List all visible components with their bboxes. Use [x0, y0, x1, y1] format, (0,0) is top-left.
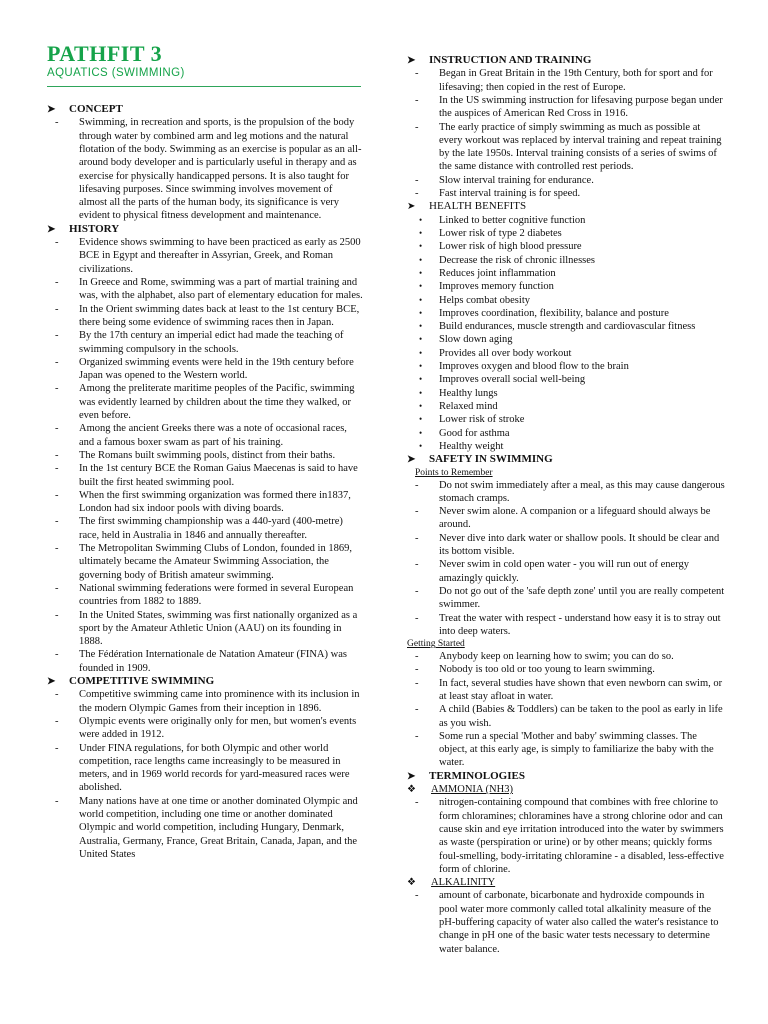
dash-marker: -: [55, 516, 59, 528]
dash-marker: -: [55, 237, 59, 249]
list-item-text: When the first swimming organization was formed there in1837, London had six indoor pools with diving boards.: [79, 489, 351, 515]
arrowhead-icon: ➤: [407, 454, 416, 466]
list-item: [47, 688, 363, 715]
history-list: [47, 236, 363, 675]
dash-marker: -: [55, 449, 59, 461]
section-heading-safety: ➤ SAFETY IN SWIMMING: [407, 453, 553, 466]
list-item: [407, 94, 725, 121]
list-item: [407, 703, 725, 730]
list-item-text: Slow down aging: [439, 334, 513, 346]
bullet-icon: •: [419, 347, 423, 358]
list-item: [407, 294, 725, 307]
bullet-icon: •: [419, 214, 423, 225]
list-item-text: Among the preliterate maritime peoples of the Pacific, swimming was evidently learned by children about the time they walked, or even before.: [79, 383, 355, 422]
bullet-icon: •: [419, 281, 423, 292]
bullet-icon: •: [419, 307, 423, 318]
bullet-icon: •: [419, 321, 423, 332]
dash-marker: -: [55, 795, 59, 807]
term-definition-list: [407, 889, 725, 955]
list-item: [407, 227, 725, 240]
list-item: [407, 479, 725, 506]
list-item: [407, 889, 725, 955]
list-item-text: In Greece and Rome, swimming was a part of martial training and was, with the alphabet, also part of elementary education for males.: [79, 277, 363, 302]
list-item: [47, 462, 363, 489]
bullet-icon: •: [419, 440, 423, 451]
list-item-text: Improves oxygen and blood flow to the brain: [439, 361, 629, 373]
bullet-icon: •: [419, 400, 423, 411]
dash-marker: -: [55, 423, 59, 435]
list-item: [407, 730, 725, 770]
list-item-text: Good for asthma: [439, 427, 510, 439]
list-item: [47, 356, 363, 383]
list-item-text: Swimming, in recreation and sports, is the propulsion of the body through water by combined arm and leg motions and the natural flotation of the body. Swimming as an exercise is popular as an all-around body developer and is particularly useful in therapy and as exercise for physically handicapped persons. It is also taught for lifesaving purposes. Since swimming involves movement of almost all the parts of the human body, its significance is very evident to physical fitness development and maintenance.: [79, 117, 362, 222]
bullet-icon: •: [419, 374, 423, 385]
list-item-text: Olympic events were originally only for men, but women's events were added in 1912.: [79, 715, 357, 741]
list-item: [47, 382, 363, 422]
list-item: [47, 276, 363, 303]
list-item: [407, 267, 725, 280]
list-item-text: Improves overall social well-being: [439, 374, 586, 386]
list-item: [407, 307, 725, 320]
list-item-text: Among the ancient Greeks there was a note of occasional races, and a famous boxer swam as part of his training.: [79, 423, 347, 448]
list-item: [47, 303, 363, 330]
getting-started-list: [407, 650, 725, 770]
dash-marker: -: [415, 585, 419, 597]
list-item-text: The Fédération Internationale de Natation Amateur (FINA) was founded in 1909.: [79, 649, 347, 674]
list-item-text: Anybody keep on learning how to swim; you can do so.: [439, 651, 674, 663]
list-item-text: Nobody is too old or too young to learn swimming.: [439, 664, 655, 676]
dash-marker: -: [55, 609, 59, 621]
list-item: [407, 360, 725, 373]
list-item: [407, 413, 725, 426]
dash-marker: -: [55, 277, 59, 289]
arrowhead-icon: ➤: [47, 675, 56, 687]
list-item: [407, 440, 725, 453]
dash-marker: -: [55, 649, 59, 661]
dash-marker: -: [55, 117, 59, 129]
list-item-text: Reduces joint inflammation: [439, 267, 556, 279]
bullet-icon: •: [419, 427, 423, 438]
bullet-icon: •: [419, 254, 423, 265]
dash-marker: -: [415, 188, 419, 200]
page-title: PATHFIT 3: [47, 41, 163, 66]
section-heading-history: ➤ HISTORY: [47, 222, 120, 235]
title-divider: [47, 86, 361, 87]
dash-marker: -: [415, 677, 419, 689]
list-item: [47, 329, 363, 356]
dash-marker: -: [415, 797, 419, 809]
list-item-text: The Metropolitan Swimming Clubs of London, founded in 1869, ultimately became the Amateur Swimming Association, the governing body of British amateur swimming.: [79, 543, 352, 581]
left-column: [47, 103, 363, 861]
dash-marker: -: [55, 330, 59, 342]
list-item-text: National swimming federations were formed in several European countries from 1882 to 1889.: [79, 582, 354, 608]
list-item-text: Organized swimming events were held in the 19th century before Japan was opened to the Western world.: [79, 356, 354, 382]
list-item-text: Helps combat obesity: [439, 294, 530, 306]
list-item-text: Lower risk of stroke: [439, 414, 525, 426]
bullet-icon: •: [419, 414, 423, 425]
dash-marker: -: [55, 303, 59, 315]
list-item-text: Healthy weight: [439, 440, 504, 452]
dash-marker: -: [415, 68, 419, 80]
term-label: ALKALINITY: [431, 877, 496, 889]
section-heading-terminologies: ➤ TERMINOLOGIES: [407, 769, 525, 782]
list-item: [407, 650, 725, 663]
bullet-icon: •: [419, 241, 423, 252]
list-item: [407, 174, 725, 187]
subheading-getting-started: Getting Started: [407, 639, 465, 650]
dash-marker: -: [415, 890, 419, 902]
list-item: [47, 515, 363, 542]
list-item-text: In the US swimming instruction for lifesaving purpose began under the auspices of American Red Cross in 1916.: [439, 95, 723, 120]
list-item: [47, 715, 363, 742]
dash-marker: -: [415, 174, 419, 186]
section-heading-instruction: ➤ INSTRUCTION AND TRAINING: [407, 54, 592, 66]
list-item: [407, 400, 725, 413]
list-item-text: Many nations have at one time or another dominated Olympic and world competition, including one time or another dominated Olympic and world competition, including Hungary, Denmark, Australia, Germany, France, Great Britain, Canada, Japan, and the United States: [79, 795, 358, 860]
list-item-text: In the Orient swimming dates back at least to the 1st century BCE, there being some evidence of swimming races then in Japan.: [79, 303, 360, 328]
bullet-icon: •: [419, 387, 423, 398]
list-item-text: Slow interval training for endurance.: [439, 174, 594, 186]
instruction-list: [407, 67, 725, 200]
dash-marker: -: [55, 689, 59, 701]
dash-marker: -: [55, 489, 59, 501]
list-item-text: The early practice of simply swimming as much as possible at every workout was replaced by interval training and repeat training by the late 1950s. Interval training consists of a series of swims of the same distance with controlled rest periods.: [439, 121, 722, 173]
list-item: [47, 116, 363, 222]
list-item-text: Improves coordination, flexibility, balance and posture: [439, 307, 669, 319]
list-item: [47, 542, 363, 582]
list-item-text: Lower risk of high blood pressure: [439, 241, 582, 253]
dash-marker: -: [415, 559, 419, 571]
section-heading-competitive: ➤ COMPETITIVE SWIMMING: [47, 674, 215, 687]
list-item: [407, 585, 725, 612]
subheading-points-to-remember: Points to Remember: [415, 467, 493, 478]
diamond-icon: ❖: [407, 784, 416, 796]
list-item-text: Build endurances, muscle strength and cardiovascular fitness: [439, 321, 696, 333]
list-item-text: Do not go out of the 'safe depth zone' until you are really competent swimmer.: [439, 585, 725, 611]
dash-marker: -: [55, 582, 59, 594]
list-item-text: Some run a special 'Mother and baby' swimming classes. The object, at this early age, is simply to familiarize the baby with the water.: [439, 730, 714, 769]
term-heading: [407, 783, 725, 796]
page-subtitle: AQUATICS (SWIMMING): [47, 67, 185, 79]
competitive-list: [47, 688, 363, 861]
safety-points-list: [407, 479, 725, 639]
dash-marker: -: [55, 463, 59, 475]
list-item: [407, 505, 725, 532]
list-item-text: A child (Babies & Toddlers) can be taken to the pool as early in life as you wish.: [439, 704, 723, 729]
list-item: [407, 373, 725, 386]
list-item: [407, 280, 725, 293]
list-item: [407, 121, 725, 174]
bullet-icon: •: [419, 267, 423, 278]
list-item: [407, 427, 725, 440]
list-item-text: Never dive into dark water or shallow pools. It should be clear and its bottom visible.: [439, 532, 720, 558]
list-item-text: Provides all over body workout: [439, 347, 572, 359]
list-item: [407, 612, 725, 639]
term-heading: [407, 876, 725, 889]
list-item-text: In the 1st century BCE the Roman Gaius Maecenas is said to have built the first heated swimming pool.: [79, 463, 358, 488]
arrowhead-icon: ➤: [407, 770, 416, 782]
list-item: [407, 240, 725, 253]
list-item: [407, 333, 725, 346]
list-item-text: Fast interval training is for speed.: [439, 188, 581, 200]
list-item: [407, 320, 725, 333]
diamond-icon: ❖: [407, 877, 416, 889]
health-list: [407, 214, 725, 453]
dash-marker: -: [55, 543, 59, 555]
list-item: [407, 387, 725, 400]
list-item-text: Began in Great Britain in the 19th Century, both for sport and for lifesaving; then copied in the rest of Europe.: [439, 68, 713, 93]
list-item-text: Decrease the risk of chronic illnesses: [439, 254, 595, 266]
list-item: [407, 187, 725, 200]
bullet-icon: •: [419, 334, 423, 345]
dash-marker: -: [415, 612, 419, 624]
list-item: [47, 742, 363, 795]
list-item-text: Treat the water with respect - understand how easy it is to stray out into deep waters.: [439, 612, 721, 637]
list-item: [407, 558, 725, 585]
list-item-text: nitrogen-containing compound that combines with free chlorine to form chloramines; chloramines have a strong chlorine odor and can cause skin and eye irritation introduced into the water by swimmers as waste (perspiration or urine) or by other means; quickly forms foul-smelling, body-irritating chloramine - a disabled, less-effective form of chlorine.: [439, 797, 724, 875]
list-item: [47, 609, 363, 649]
list-item-text: By the 17th century an imperial edict had made the teaching of swimming compulsory in the schools.: [79, 330, 344, 355]
dash-marker: -: [415, 479, 419, 491]
dash-marker: -: [415, 121, 419, 133]
list-item: [407, 347, 725, 360]
list-item: [47, 449, 363, 462]
list-item: [47, 236, 363, 276]
dash-marker: -: [415, 532, 419, 544]
dash-marker: -: [415, 704, 419, 716]
dash-marker: -: [55, 742, 59, 754]
list-item: [47, 648, 363, 675]
list-item-text: Improves memory function: [439, 281, 554, 293]
section-heading-health: ➤ HEALTH BENEFITS: [407, 200, 527, 213]
list-item: [407, 214, 725, 227]
list-item-text: Never swim in cold open water - you will run out of energy amazingly quickly.: [439, 559, 689, 584]
dash-marker: -: [55, 715, 59, 727]
list-item-text: Healthy lungs: [439, 387, 498, 399]
list-item: [47, 489, 363, 516]
term-definition-list: [407, 796, 725, 876]
dash-marker: -: [415, 664, 419, 676]
term-label: AMMONIA (NH3): [431, 784, 513, 796]
list-item-text: The first swimming championship was a 440-yard (400-metre) race, held in Australia in 1846 and annually thereafter.: [79, 516, 343, 541]
concept-list: [47, 116, 363, 222]
bullet-icon: •: [419, 294, 423, 305]
list-item-text: The Romans built swimming pools, distinct from their baths.: [79, 449, 336, 461]
list-item: [407, 67, 725, 94]
dash-marker: -: [55, 383, 59, 395]
list-item-text: amount of carbonate, bicarbonate and hydroxide compounds in pool water more commonly called total alkalinity measure of the pH-buffering capacity of water also called the water's resistance to change in pH one of the basic water tests necessary to determine water balance.: [439, 890, 719, 955]
list-item-text: Lower risk of type 2 diabetes: [439, 228, 562, 240]
list-item-text: Never swim alone. A companion or a lifeguard should always be around.: [439, 506, 711, 531]
arrowhead-icon: ➤: [407, 201, 416, 213]
list-item-text: Evidence shows swimming to have been practiced as early as 2500 BCE in Egypt and thereafter in Assyrian, Greek, and Roman civilizations.: [79, 237, 361, 275]
list-item-text: In fact, several studies have shown that even newborn can swim, or at least stay afloat in water.: [439, 677, 723, 702]
list-item-text: Linked to better cognitive function: [439, 214, 586, 226]
dash-marker: -: [415, 651, 419, 663]
list-item: [407, 796, 725, 876]
list-item: [47, 422, 363, 449]
list-item-text: Competitive swimming came into prominence with its inclusion in the modern Olympic Games from their inception in 1896.: [79, 689, 360, 714]
list-item: [47, 582, 363, 609]
dash-marker: -: [415, 95, 419, 106]
list-item-text: Relaxed mind: [439, 400, 498, 412]
list-item: [407, 254, 725, 267]
list-item: [407, 663, 725, 676]
arrowhead-icon: ➤: [407, 55, 416, 66]
arrowhead-icon: ➤: [47, 104, 56, 115]
dash-marker: -: [415, 730, 419, 742]
arrowhead-icon: ➤: [47, 223, 56, 235]
list-item: [47, 795, 363, 861]
dash-marker: -: [415, 506, 419, 518]
list-item: [407, 677, 725, 704]
dash-marker: -: [55, 356, 59, 368]
bullet-icon: •: [419, 361, 423, 372]
list-item-text: Under FINA regulations, for both Olympic and other world competition, race lengths came increasingly to be measured in meters, and in 1969 world records for yard-measured races were abolished.: [79, 742, 350, 794]
bullet-icon: •: [419, 228, 423, 239]
right-column: [407, 54, 725, 956]
list-item-text: In the United States, swimming was first nationally organized as a sport by the Amateur Athletic Union (AAU) on its founding in 1888.: [79, 609, 358, 648]
list-item-text: Do not swim immediately after a meal, as this may cause dangerous stomach cramps.: [439, 479, 725, 504]
terminology-list: [407, 783, 725, 956]
list-item: [407, 532, 725, 559]
section-heading-concept: ➤ CONCEPT: [47, 103, 123, 115]
